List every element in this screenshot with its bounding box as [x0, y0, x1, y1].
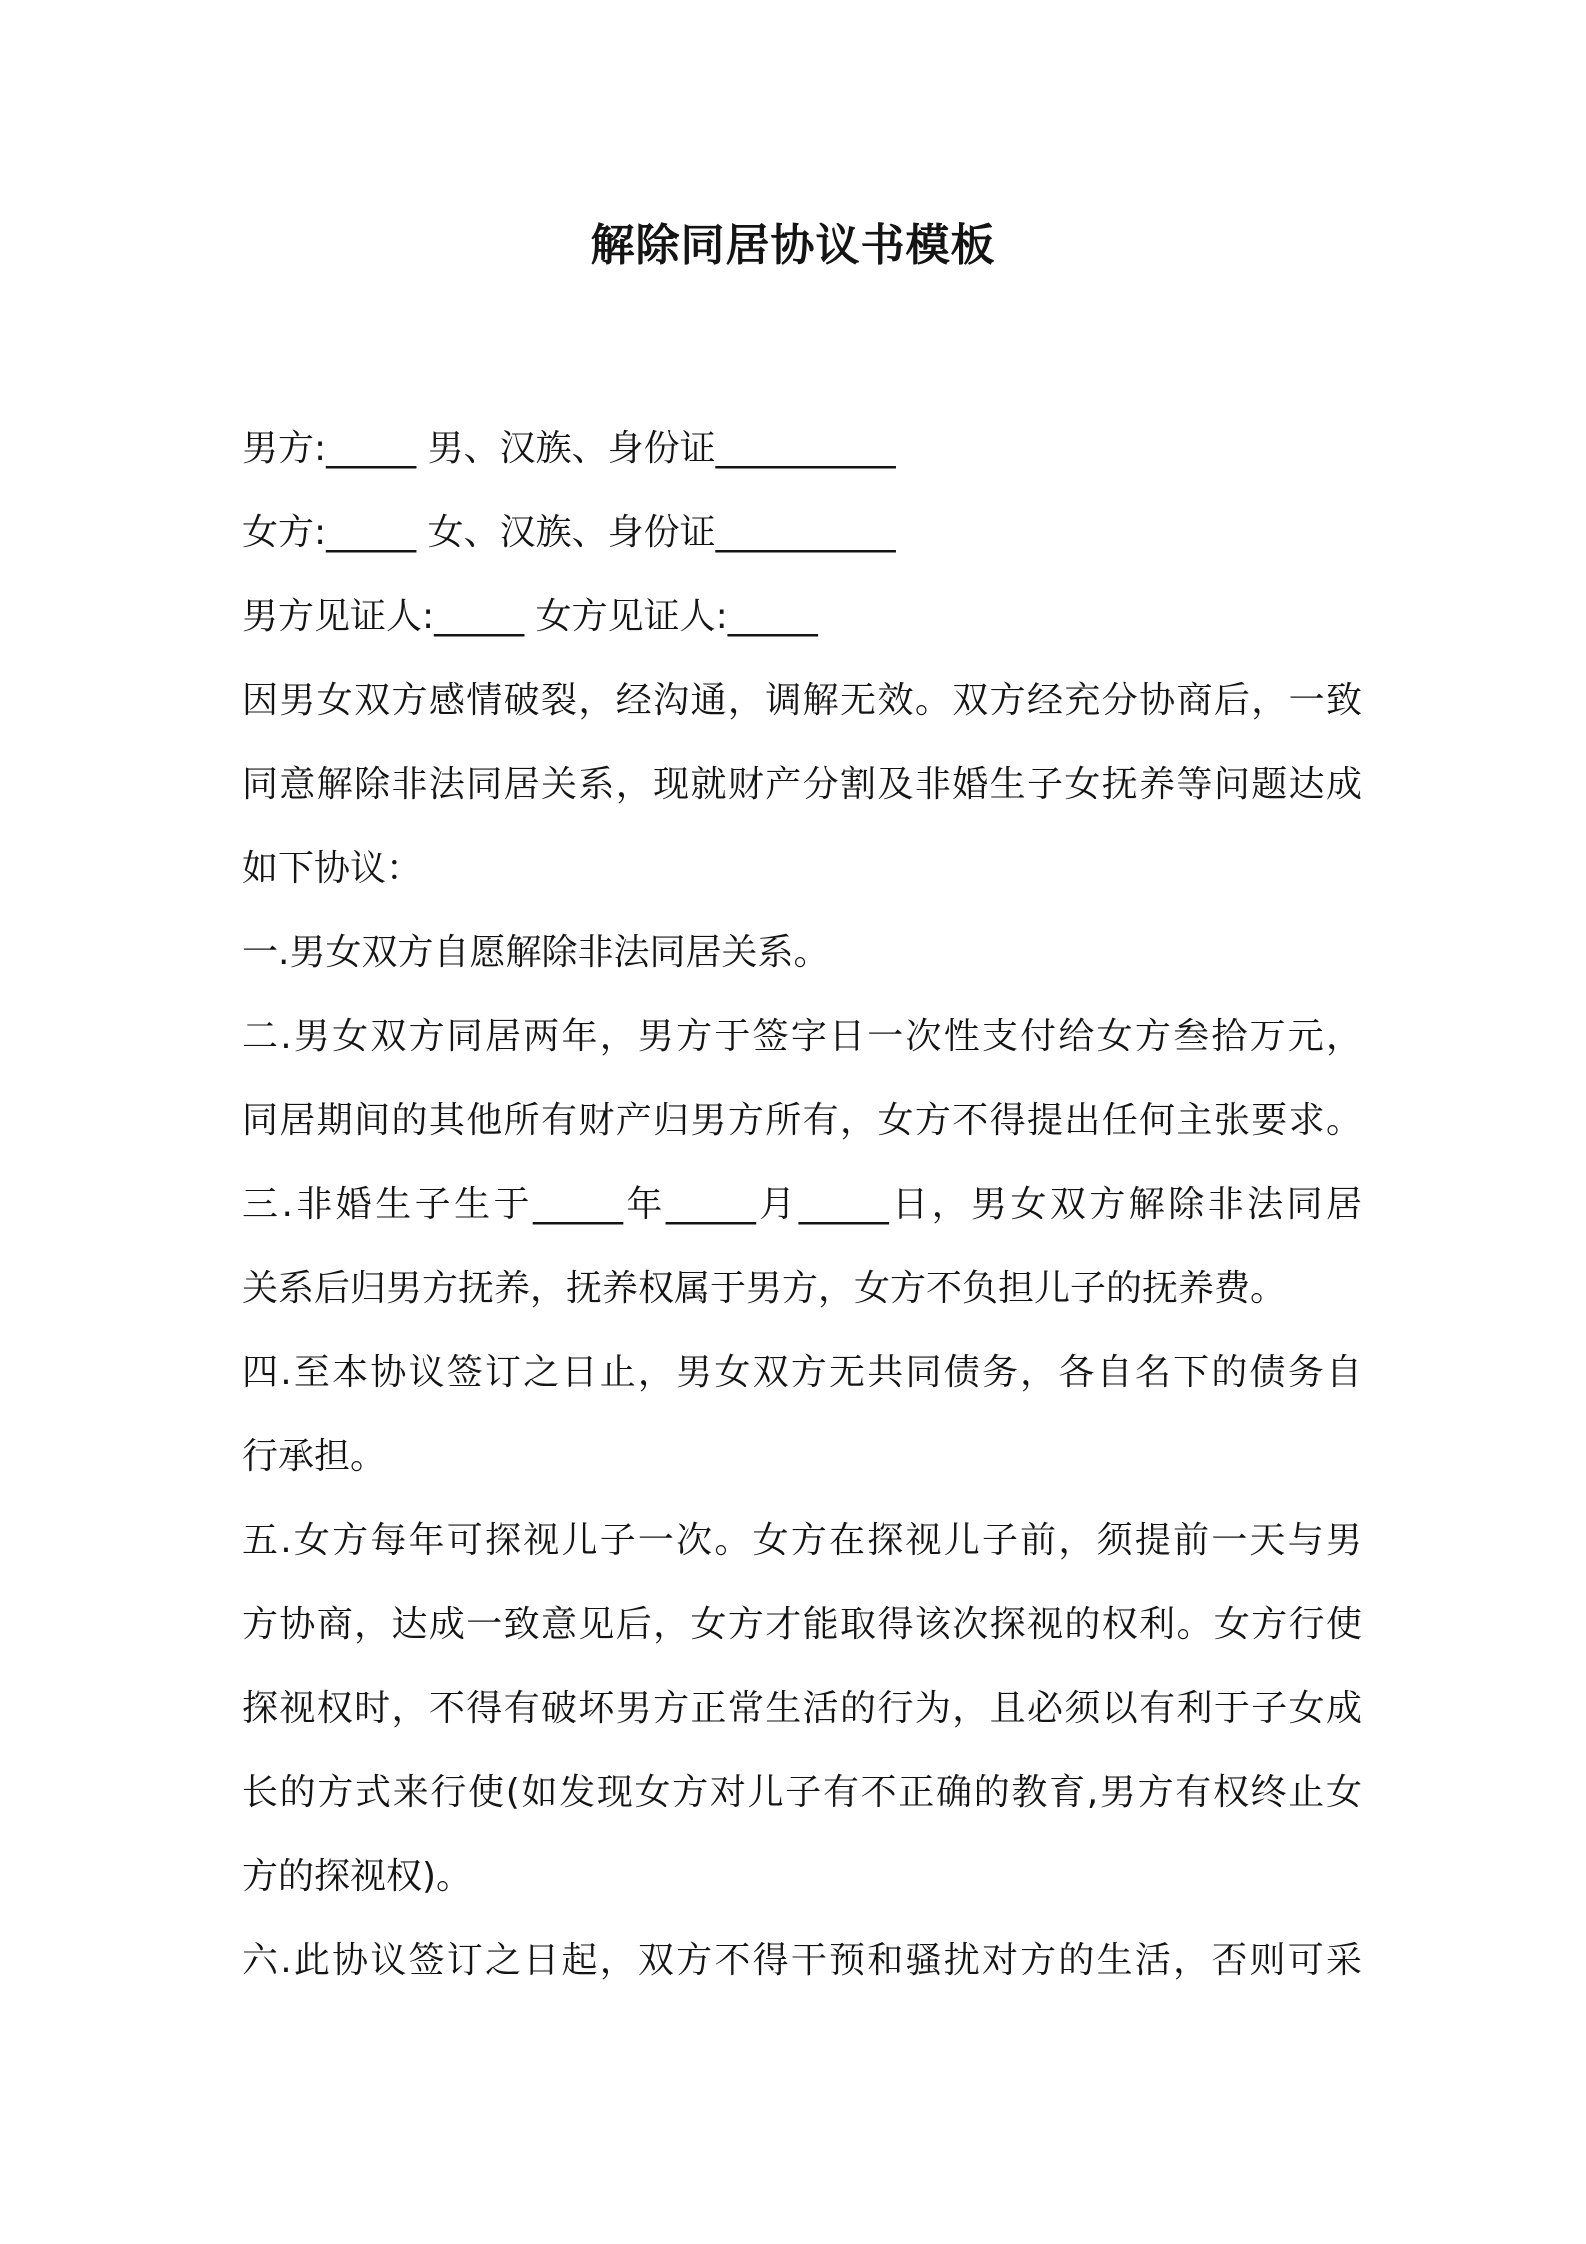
clause-3-line-2: 关系后归男方抚养，抚养权属于男方，女方不负担儿子的抚养费。	[242, 1268, 1287, 1309]
clause-5-line-3: 探视权时，不得有破坏男方正常生活的行为，且必须以有利于子女成	[242, 1688, 1362, 1729]
preamble-line-3: 如下协议：	[242, 848, 423, 889]
preamble-line-1: 因男女双方感情破裂，经沟通，调解无效。双方经充分协商后，一致	[242, 680, 1362, 721]
party-female-line: 女方:_____ 女、汉族、身份证__________	[242, 512, 896, 553]
witness-line: 男方见证人:_____ 女方见证人:_____	[242, 596, 818, 637]
clause-2-line-1: 二.男女双方同居两年，男方于签字日一次性支付给女方叁拾万元，	[242, 1016, 1362, 1057]
clause-2-line-2: 同居期间的其他所有财产归男方所有，女方不得提出任何主张要求。	[242, 1100, 1362, 1141]
clause-3-line-1: 三.非婚生子生于_____年_____月_____日，男女双方解除非法同居	[242, 1184, 1362, 1225]
party-male-line: 男方:_____ 男、汉族、身份证__________	[242, 428, 896, 469]
clause-4-line-2: 行承担。	[242, 1436, 387, 1477]
clause-1-line-1: 一.男女双方自愿解除非法同居关系。	[242, 932, 830, 973]
clause-4-line-1: 四.至本协议签订之日止，男女双方无共同债务，各自名下的债务自	[242, 1352, 1362, 1393]
clause-5-line-4: 长的方式来行使(如发现女方对儿子有不正确的教育,男方有权终止女	[242, 1772, 1362, 1813]
clause-5-line-5: 方的探视权)。	[242, 1856, 473, 1897]
document-body	[242, 407, 1362, 2003]
clause-5-line-1: 五.女方每年可探视儿子一次。女方在探视儿子前，须提前一天与男	[242, 1520, 1362, 1561]
preamble-line-2: 同意解除非法同居关系，现就财产分割及非婚生子女抚养等问题达成	[242, 764, 1362, 805]
clause-6-line-1: 六.此协议签订之日起，双方不得干预和骚扰对方的生活，否则可采	[242, 1940, 1362, 1981]
clause-5-line-2: 方协商，达成一致意见后，女方才能取得该次探视的权利。女方行使	[242, 1604, 1362, 1645]
document-title: 解除同居协议书模板	[590, 220, 996, 271]
